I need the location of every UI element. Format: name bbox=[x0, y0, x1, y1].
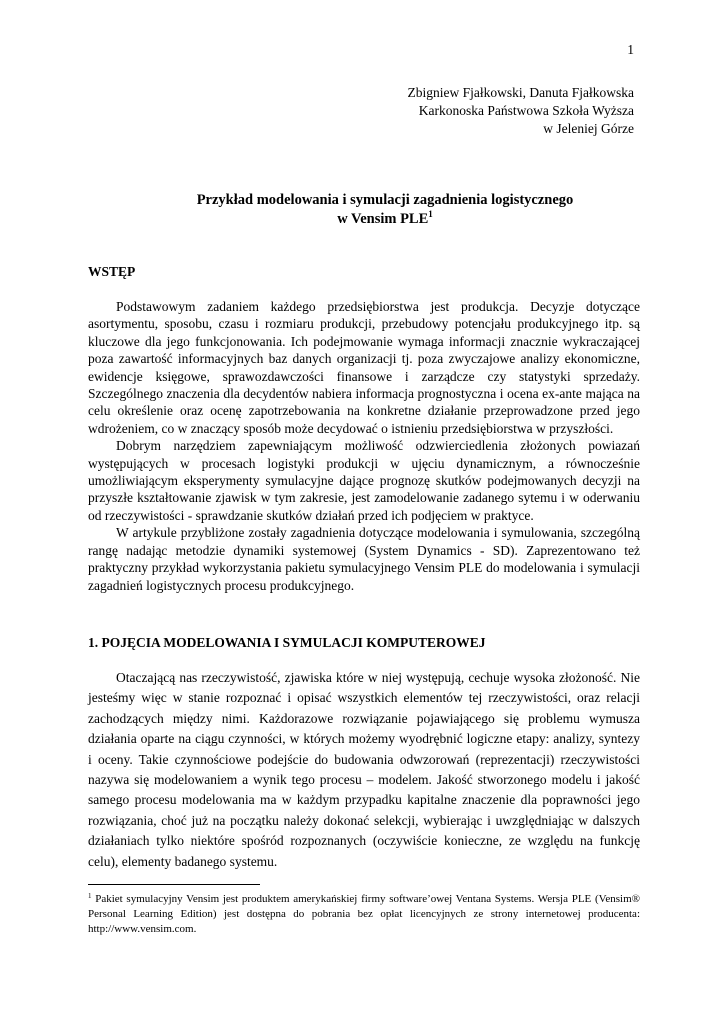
author-location: w Jeleniej Górze bbox=[543, 121, 634, 136]
footnote-separator bbox=[88, 884, 260, 885]
section-1-heading: 1. POJĘCIA MODELOWANIA I SYMULACJI KOMPUTEROWEJ bbox=[88, 635, 486, 650]
intro-paragraph-1: Podstawowym zadaniem każdego przedsiębiorstwa jest produkcja. Decyzje dotyczące asortymentu, sposobu, czasu i rozmiaru produkcji, przebudowy potencjału produkcyjnego itp. są kluczowe dla jego funkcjonowania. Ich podejmowanie wymaga informacji znacznie wykraczającej poza zawartość informacyjnych baz danych organizacji tj. poza zwyczajowe analizy ekonomiczne, ewidencje księgowe, sprawozdawczości finansowe i zarządcze czy statystyki sprzedaży. Szczególnego znaczenia dla decydentów nabiera informacja prognostyczna i ocena ex-ante mająca na celu określenie oraz ocenę zapotrzebowania na konkretne działanie przeprowadzone przed jego wdrożeniem, co w znaczący sposób może decydować o istnieniu przedsiębiorstwa w przyszłości. bbox=[88, 299, 640, 436]
intro-heading: WSTĘP bbox=[88, 264, 136, 279]
title-line-1: Przykład modelowania i symulacji zagadnienia logistycznego bbox=[196, 192, 574, 208]
section-1-body bbox=[88, 668, 640, 872]
section-1-paragraph: Otaczającą nas rzeczywistość, zjawiska które w niej występują, cechuje wysoka złożoność. Nie jesteśmy więc w stanie rozpoznać i opisać wszystkich elementów tej rzeczywistości, oraz relacji zachodzących między nimi. Każdorazowe rozwiązanie pojawiającego się problemu wymusza działania oparte na ciągu czynności, w których możemy wyodrębnić logiczne etapy: analizy, syntezy i oceny. Takie czynnościowe podejście do budowania odwzorowań (reprezentacji) rzeczywistości nazywa się modelowaniem a wynik tego procesu – modelem. Jakość stworzonego modelu i jakość samego procesu modelowania ma w każdym przypadku kapitalne znaczenie dla poprawności jego rozwiązania, choć już na początku należy dokonać selekcji, wybierając i uwzględniając w dalszych działaniach tylko niektóre spośród rozpoznanych (oczywiście konieczne, ze względu na funkcję celu), elementy badanego systemu. bbox=[88, 670, 640, 869]
intro-paragraph-3: W artykule przybliżone zostały zagadnienia dotyczące modelowania i symulowania, szczególną rangę nadając metodzie dynamiki systemowej (System Dynamics - SD). Zaprezentowano też praktyczny przykład wykorzystania pakietu symulacyjnego Vensim PLE do modelowania i symulacji zagadnień logistycznych procesu produkcyjnego. bbox=[88, 525, 640, 593]
page-number: 1 bbox=[627, 42, 634, 57]
footnote-text: Pakiet symulacyjny Vensim jest produktem amerykańskiej firmy software’owej Ventana Systems. Wersja PLE (Vensim® Personal Learning Edition) jest dostępna do pobrania bez opłat licencyjnych ze strony internetowej producenta: http://www.vensim.com. bbox=[88, 893, 640, 935]
author-names: Zbigniew Fjałkowski, Danuta Fjałkowska bbox=[407, 85, 634, 100]
title-line-2-text: w Vensim PLE bbox=[337, 211, 429, 227]
title-footnote-ref: 1 bbox=[428, 209, 433, 219]
author-block bbox=[408, 84, 634, 138]
intro-body bbox=[88, 298, 640, 594]
author-affiliation: Karkonoska Państwowa Szkoła Wyższa bbox=[418, 103, 634, 118]
footnote-number: 1 bbox=[88, 892, 92, 900]
footnote bbox=[88, 892, 640, 937]
title-line-2 bbox=[90, 210, 680, 229]
intro-paragraph-2: Dobrym narzędziem zapewniającym możliwość odzwierciedlenia złożonych powiazań występujących w procesach logistyki produkcji w ujęciu dynamicznym, a równocześnie umożliwiającym eksperymenty symulacyjne dające prognozę skutków podejmowanych decyzji na przyszłe kształtowanie zjawisk w tym zakresie, jest zamodelowanie zadanego sytemu i w oderwaniu od rzeczywistości - sprawdzanie skutków działań przed ich podjęciem w praktyce. bbox=[88, 438, 640, 523]
paper-title bbox=[90, 191, 680, 229]
